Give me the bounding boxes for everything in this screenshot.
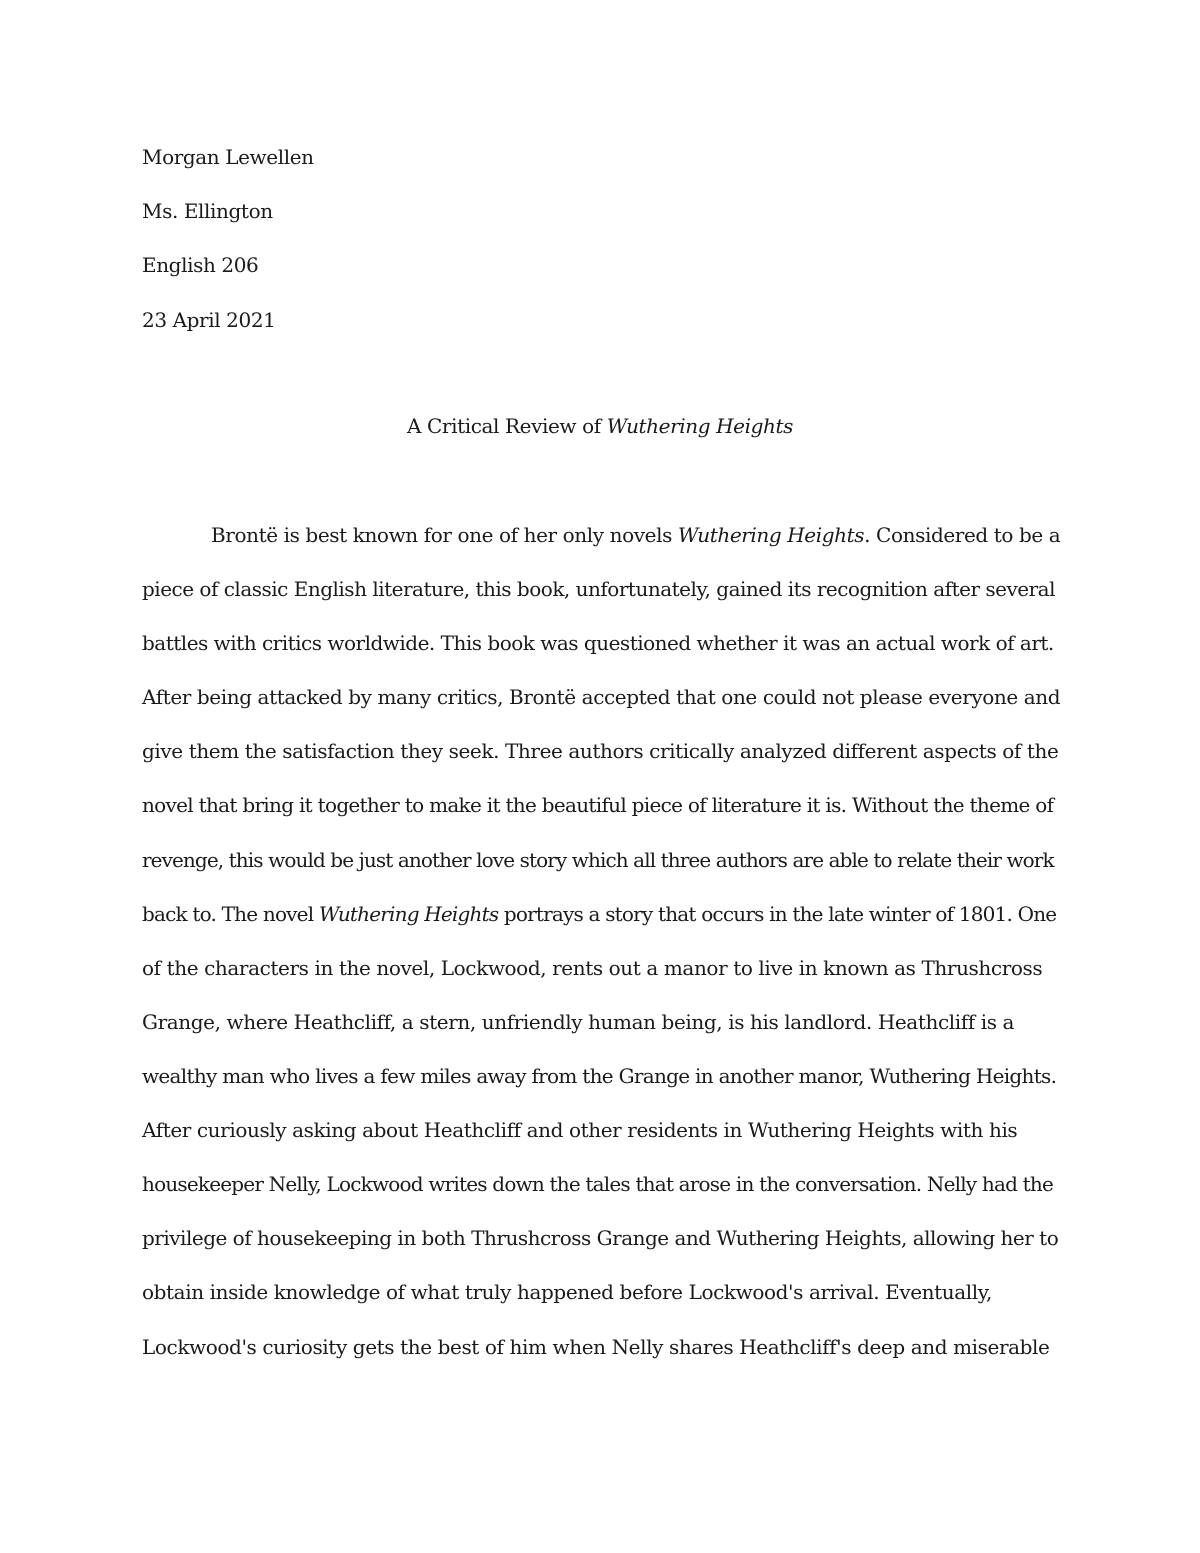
body-line-1-end: . Considered to be a [864, 523, 1061, 547]
body-line-6: novel that bring it together to make it the beautiful piece of literature it is. Without the theme of [142, 793, 1054, 817]
student-name: Morgan Lewellen [142, 145, 314, 169]
body-line-13: housekeeper Nelly, Lockwood writes down the tales that arose in the conversation. Nelly had the [142, 1172, 1053, 1196]
course-name: English 206 [142, 253, 259, 277]
body-line-9: of the characters in the novel, Lockwood, rents out a manor to live in known as Thrushcross [142, 956, 1043, 980]
essay-title-prefix: A Critical Review of [407, 414, 607, 438]
body-line-11: wealthy man who lives a few miles away from the Grange in another manor, Wuthering Heights. [142, 1064, 1057, 1088]
instructor-name: Ms. Ellington [142, 199, 273, 223]
body-line-5: give them the satisfaction they seek. Three authors critically analyzed different aspects of the [142, 739, 1059, 763]
body-line-8-book: Wuthering Heights [318, 902, 499, 926]
body-line-2: piece of classic English literature, this book, unfortunately, gained its recognition after several [142, 577, 1055, 601]
body-line-4: After being attacked by many critics, Brontë accepted that one could not please everyone and [142, 685, 1061, 709]
body-line-10: Grange, where Heathcliff, a stern, unfriendly human being, is his landlord. Heathcliff is a [142, 1010, 1015, 1034]
body-line-1 [211, 523, 1060, 547]
body-line-1-book: Wuthering Heights [677, 523, 865, 547]
body-line-16: Lockwood's curiosity gets the best of him when Nelly shares Heathcliff's deep and miserable [142, 1335, 1050, 1359]
body-line-3: battles with critics worldwide. This book was questioned whether it was an actual work of art. [142, 631, 1054, 655]
body-line-14: privilege of housekeeping in both Thrushcross Grange and Wuthering Heights, allowing her to [142, 1226, 1059, 1250]
submission-date: 23 April 2021 [142, 308, 276, 332]
body-line-8 [142, 902, 1056, 926]
body-line-8-end: portrays a story that occurs in the late winter of 1801. One [498, 902, 1057, 926]
body-line-15: obtain inside knowledge of what truly happened before Lockwood's arrival. Eventually, [142, 1280, 992, 1304]
essay-title [0, 414, 1200, 438]
essay-title-book: Wuthering Heights [606, 414, 793, 438]
body-line-8-start: back to. The novel [142, 902, 319, 926]
body-line-12: After curiously asking about Heathcliff and other residents in Wuthering Heights with his [142, 1118, 1018, 1142]
body-line-1-start: Brontë is best known for one of her only novels [211, 523, 678, 547]
body-line-7: revenge, this would be just another love story which all three authors are able to relate their work [142, 848, 1054, 872]
